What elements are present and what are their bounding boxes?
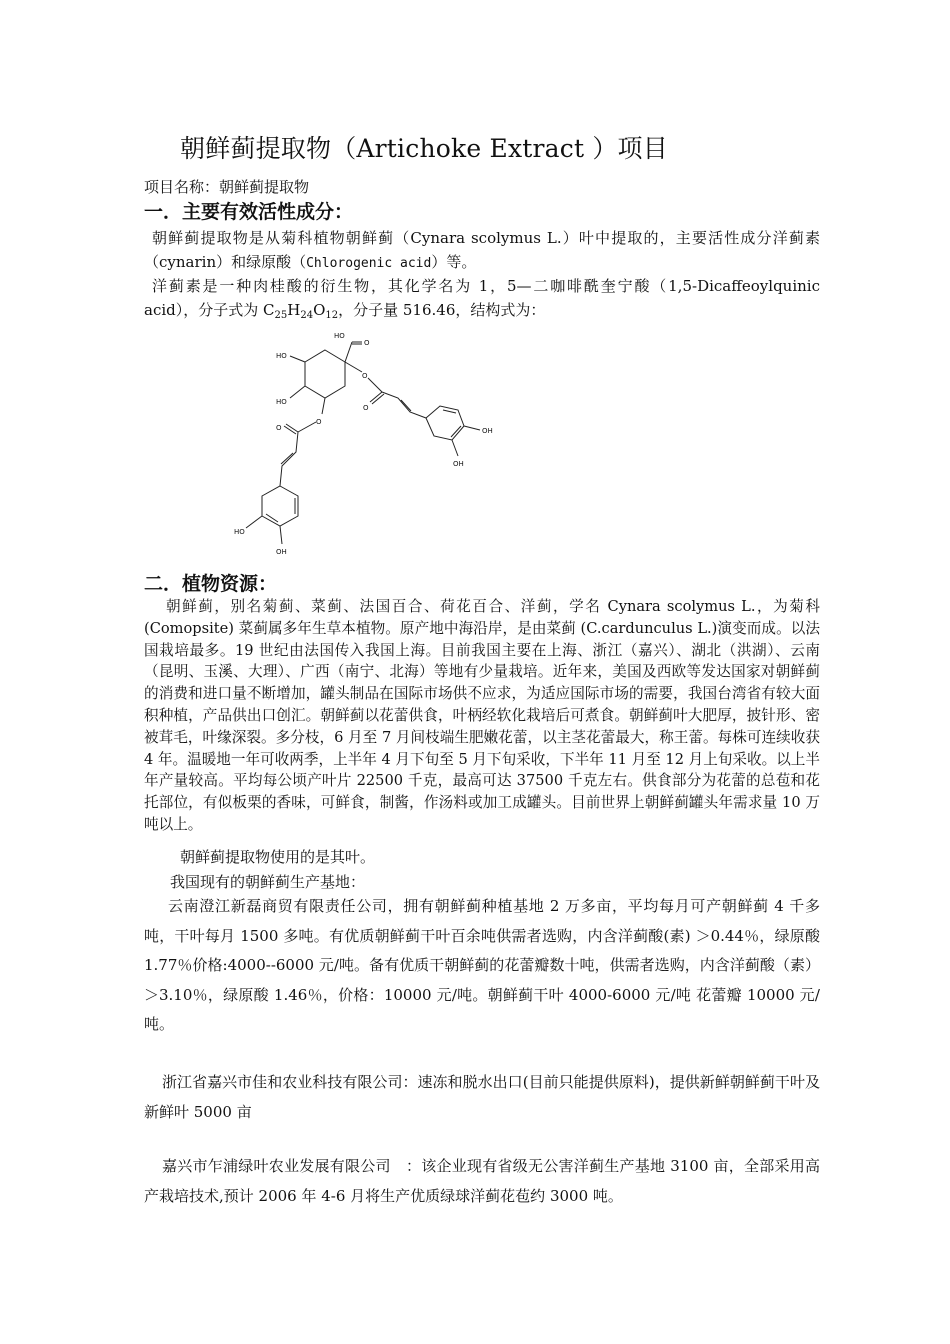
structure-svg	[230, 320, 520, 568]
hydroxyl-label: HO	[334, 332, 345, 340]
paragraph-extract-intro	[144, 226, 820, 276]
project-name: 项目名称：朝鲜蓟提取物	[144, 178, 310, 196]
chlorogenic-acid-term: Chlorogenic acid	[306, 256, 432, 271]
formula-subscript: 24	[300, 310, 314, 321]
cynarin-structure-diagram	[230, 320, 520, 568]
paragraph-plant-description: 朝鲜蓟，别名菊蓟、菜蓟、法国百合、荷花百合、洋蓟，学名 Cynara scolymus L.，为菊科 (Comopsite) 菜蓟属多年生草本植物。原产地中海沿岸，是由菜蓟 (C.cardunculus L.)演变而成。以法国栽培最多。19 世纪由法国传入我国上海。目前我国主要在上海、浙江（嘉兴）、湖北（洪湖）、云南（昆明、玉溪、大理）、广西（南宁、北海）等地有少量栽培。近年来，美国及西欧等发达国家对朝鲜蓟的消费和进口量不断增加，罐头制品在国际市场供不应求，为适应国际市场的需要，我国台湾省有较大面积种植，产品供出口创汇。朝鲜蓟以花蕾供食，叶柄经软化栽培后可煮食。朝鲜蓟叶大肥厚，披针形、密被茸毛，叶缘深裂。多分枝，6 月至 7 月间枝端生肥嫩花蕾，以主茎花蕾最大，称王蕾。每株可连续收获 4 年。温暖地一年可收两季，上半年 4 月下旬至 5 月下旬采收，下半年 11 月至 12 月上旬采收。以上半年产量较高。平均每公顷产叶片 22500 千克，最高可达 37500 千克左右。供食部分为花蕾的总苞和花托部位，有似板栗的香味，可鲜食，制酱，作汤料或加工成罐头。目前世界上朝鲜蓟罐头年需求量 10 万吨以上。	[144, 598, 820, 833]
section-heading-plant-resources: 二．植物资源：	[144, 573, 278, 595]
hydroxyl-label: HO	[276, 398, 287, 406]
document-title: 朝鲜蓟提取物（Artichoke Extract ）项目	[180, 134, 668, 163]
paragraph-leaf-usage: 朝鲜蓟提取物使用的是其叶。	[180, 848, 376, 866]
hydroxyl-label: HO	[276, 352, 287, 360]
paragraph-text: ）等。	[431, 253, 477, 271]
oxygen-label: O	[316, 418, 322, 426]
formula-subscript: 12	[325, 310, 339, 321]
paragraph-zhejiang-supplier: 浙江省嘉兴市佳和农业科技有限公司：速冻和脱水出口(目前只能提供原料)，提供新鲜朝鲜蓟干叶及新鲜叶 5000 亩	[144, 1073, 820, 1121]
paragraph-text: ，分子量 516.46，结构式为：	[338, 301, 546, 319]
hydroxyl-label: OH	[453, 460, 464, 468]
paragraph-production-bases-intro: 我国现有的朝鲜蓟生产基地：	[170, 873, 366, 891]
section-heading-active-ingredients: 一．主要有效活性成分：	[144, 201, 354, 223]
paragraph-text: 洋蓟素是一种肉桂酸的衍生物，其化学名为 1，5—二咖啡酰奎宁酸（1,5-Dicaffeoylquinic acid），分子式为 C	[144, 277, 820, 319]
formula-text: O	[313, 301, 326, 319]
hydroxyl-label: HO	[234, 528, 245, 536]
paragraph-zhapu-supplier: 嘉兴市乍浦绿叶农业发展有限公司 ：该企业现有省级无公害洋蓟生产基地 3100 亩，全部采用高产栽培技术,预计 2006 年 4-6 月将生产优质绿球洋蓟花苞约 3000 吨。	[144, 1157, 820, 1205]
hydroxyl-label: OH	[482, 427, 493, 435]
oxygen-label: O	[362, 372, 368, 380]
formula-text: H	[287, 301, 301, 319]
oxygen-label: O	[276, 424, 282, 432]
paragraph-yunnan-supplier: 云南澄江新磊商贸有限责任公司，拥有朝鲜蓟种植基地 2 万多亩，平均每月可产朝鲜蓟 4 千多吨，干叶每月 1500 多吨。有优质朝鲜蓟干叶百余吨供需者选购，内含洋蓟酸(素) ＞0.44％，绿原酸 1.77％价格:4000--6000 元/吨。备有优质干朝鲜蓟的花蕾瓣数十吨，供需者选购，内含洋蓟酸（素）＞3.10％，绿原酸 1.46％，价格：10000 元/吨。朝鲜蓟干叶 4000-6000 元/吨 花蕾瓣 10000 元/吨。	[144, 897, 820, 1033]
oxygen-label: O	[364, 339, 370, 347]
oxygen-label: O	[363, 404, 369, 412]
formula-subscript: 25	[274, 310, 288, 321]
hydroxyl-label: OH	[276, 548, 287, 556]
paragraph-text: 朝鲜蓟提取物是从菊科植物朝鲜蓟（Cynara scolymus L.）叶中提取的，主要活性成分洋蓟素（cynarin）和绿原酸（	[144, 229, 820, 271]
